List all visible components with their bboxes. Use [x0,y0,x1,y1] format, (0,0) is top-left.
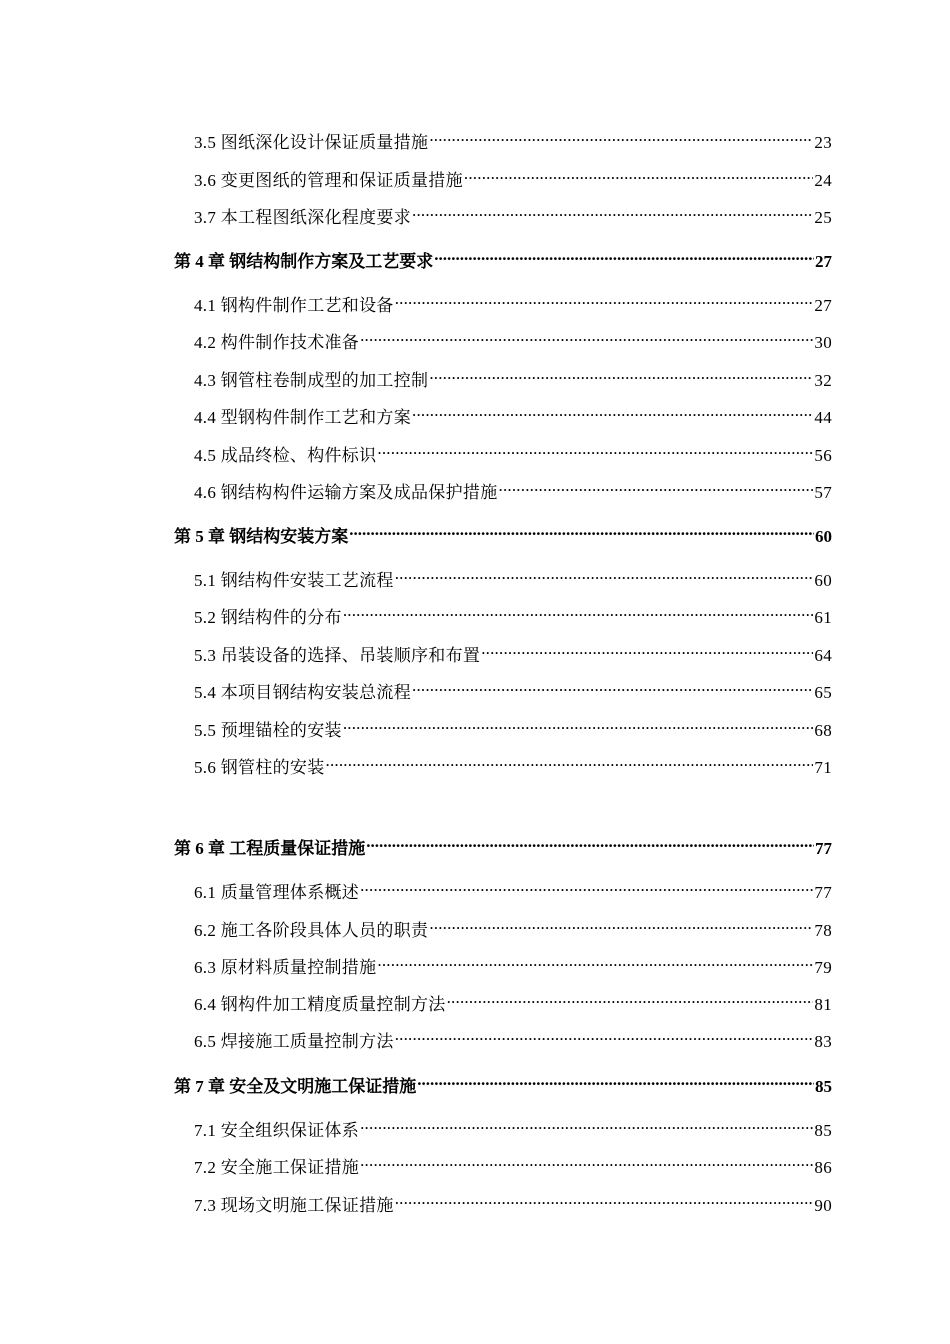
toc-entry-page: 57 [814,483,832,502]
toc-entry-title: 4.3 钢管柱卷制成型的加工控制 [194,371,429,390]
toc-leader-dots [360,1151,813,1173]
toc-entry-6-1[interactable] [194,876,832,904]
toc-leader-dots [395,1025,814,1047]
toc-entry-page: 25 [814,208,832,227]
toc-entry-4-3[interactable] [194,364,832,392]
toc-entry-6-2[interactable] [194,914,832,942]
toc-entry-6-4[interactable] [194,988,832,1016]
toc-entry-title: 4.5 成品终检、构件标识 [194,446,377,465]
toc-entry-title: 6.4 钢构件加工精度质量控制方法 [194,995,446,1014]
toc-entry-page: 77 [814,883,832,902]
toc-entry-7-1[interactable] [194,1114,832,1142]
toc-entry-title: 4.1 钢构件制作工艺和设备 [194,296,394,315]
toc-entry-7-3[interactable] [194,1189,832,1217]
toc-entry-title: 6.3 原材料质量控制措施 [194,958,377,977]
toc-entry-title: 5.5 预埋锚栓的安装 [194,721,342,740]
toc-leader-dots [343,601,814,623]
toc-entry-title: 5.3 吊装设备的选择、吊装顺序和布置 [194,646,481,665]
toc-entry-page: 60 [814,571,832,590]
toc-entry-title: 4.2 构件制作技术准备 [194,333,360,352]
toc-entry-7-2[interactable] [194,1151,832,1179]
toc-entry-3-6[interactable] [194,164,832,192]
toc-entry-page: 68 [814,721,832,740]
toc-leader-dots [377,951,813,973]
toc-entry-title: 7.2 安全施工保证措施 [194,1158,360,1177]
toc-leader-dots [360,326,813,348]
toc-entry-page: 85 [814,1121,832,1140]
toc-chapter-5[interactable] [174,520,832,548]
toc-leader-dots [326,751,814,773]
toc-leader-dots [366,832,814,854]
toc-entry-4-4[interactable] [194,401,832,429]
toc-entry-title: 6.2 施工各阶段具体人员的职责 [194,921,429,940]
toc-entry-title: 4.6 钢结构构件运输方案及成品保护措施 [194,483,498,502]
toc-leader-dots [360,876,813,898]
toc-leader-dots [447,988,814,1010]
toc-entry-title: 7.3 现场文明施工保证措施 [194,1196,394,1215]
toc-entry-5-5[interactable] [194,714,832,742]
toc-leader-dots [499,476,814,498]
toc-entry-3-5[interactable] [194,126,832,154]
toc-entry-title: 6.1 质量管理体系概述 [194,883,360,902]
toc-leader-dots [481,639,813,661]
toc-entry-5-3[interactable] [194,639,832,667]
toc-leader-dots [349,520,814,542]
toc-entry-page: 86 [814,1158,832,1177]
toc-entry-title: 6.5 焊接施工质量控制方法 [194,1032,394,1051]
toc-entry-6-3[interactable] [194,951,832,979]
toc-entry-6-5[interactable] [194,1025,832,1053]
toc-entry-page: 65 [814,683,832,702]
toc-leader-dots [429,126,813,148]
toc-entry-page: 44 [814,408,832,427]
toc-chapter-7[interactable] [174,1070,832,1098]
toc-entry-page: 61 [814,608,832,627]
toc-leader-dots [395,564,814,586]
toc-entry-title: 3.7 本工程图纸深化程度要求 [194,208,411,227]
toc-entry-page: 90 [814,1196,832,1215]
toc-entry-page: 32 [814,371,832,390]
toc-leader-dots [417,1070,814,1092]
toc-chapter-4[interactable] [174,245,832,273]
toc-chapter-6[interactable] [174,832,832,860]
toc-entry-title: 3.6 变更图纸的管理和保证质量措施 [194,171,463,190]
toc-leader-dots [464,164,813,186]
toc-chapter-title: 第 6 章 工程质量保证措施 [174,839,366,858]
toc-leader-dots [429,364,813,386]
toc-chapter-page: 27 [815,252,832,271]
toc-chapter-title: 第 5 章 钢结构安装方案 [174,527,349,546]
toc-entry-title: 5.1 钢结构件安装工艺流程 [194,571,394,590]
toc-entry-5-6[interactable] [194,751,832,779]
toc-entry-page: 30 [814,333,832,352]
toc-entry-title: 3.5 图纸深化设计保证质量措施 [194,133,429,152]
toc-chapter-title: 第 7 章 安全及文明施工保证措施 [174,1077,417,1096]
toc-entry-4-5[interactable] [194,439,832,467]
toc-chapter-page: 85 [815,1077,832,1096]
toc-entry-page: 64 [814,646,832,665]
toc-leader-dots [412,201,813,223]
toc-leader-dots [377,439,813,461]
toc-chapter-page: 60 [815,527,832,546]
toc-leader-dots [360,1114,813,1136]
toc-entry-title: 7.1 安全组织保证体系 [194,1121,360,1140]
toc-leader-dots [343,714,814,736]
toc-entry-4-6[interactable] [194,476,832,504]
toc-entry-4-2[interactable] [194,326,832,354]
toc-entry-5-1[interactable] [194,564,832,592]
toc-entry-page: 78 [814,921,832,940]
toc-entry-title: 4.4 型钢构件制作工艺和方案 [194,408,411,427]
toc-leader-dots [395,1189,814,1211]
toc-entry-page: 23 [814,133,832,152]
toc-entry-title: 5.2 钢结构件的分布 [194,608,342,627]
toc-entry-page: 81 [814,995,832,1014]
toc-entry-page: 24 [814,171,832,190]
toc-entry-page: 71 [814,758,832,777]
toc-entry-4-1[interactable] [194,289,832,317]
toc-chapter-title: 第 4 章 钢结构制作方案及工艺要求 [174,252,434,271]
toc-entry-5-2[interactable] [194,601,832,629]
toc-entry-5-4[interactable] [194,676,832,704]
toc-leader-dots [395,289,814,311]
toc-entry-3-7[interactable] [194,201,832,229]
toc-entry-page: 56 [814,446,832,465]
toc-entry-page: 27 [814,296,832,315]
toc-chapter-page: 77 [815,839,832,858]
toc-entry-page: 83 [814,1032,832,1051]
toc-leader-dots [429,914,813,936]
toc-entry-title: 5.6 钢管柱的安装 [194,758,325,777]
toc-entry-page: 79 [814,958,832,977]
toc-leader-dots [412,401,813,423]
toc-entry-title: 5.4 本项目钢结构安装总流程 [194,683,411,702]
toc-leader-dots [434,245,814,267]
toc-leader-dots [412,676,813,698]
